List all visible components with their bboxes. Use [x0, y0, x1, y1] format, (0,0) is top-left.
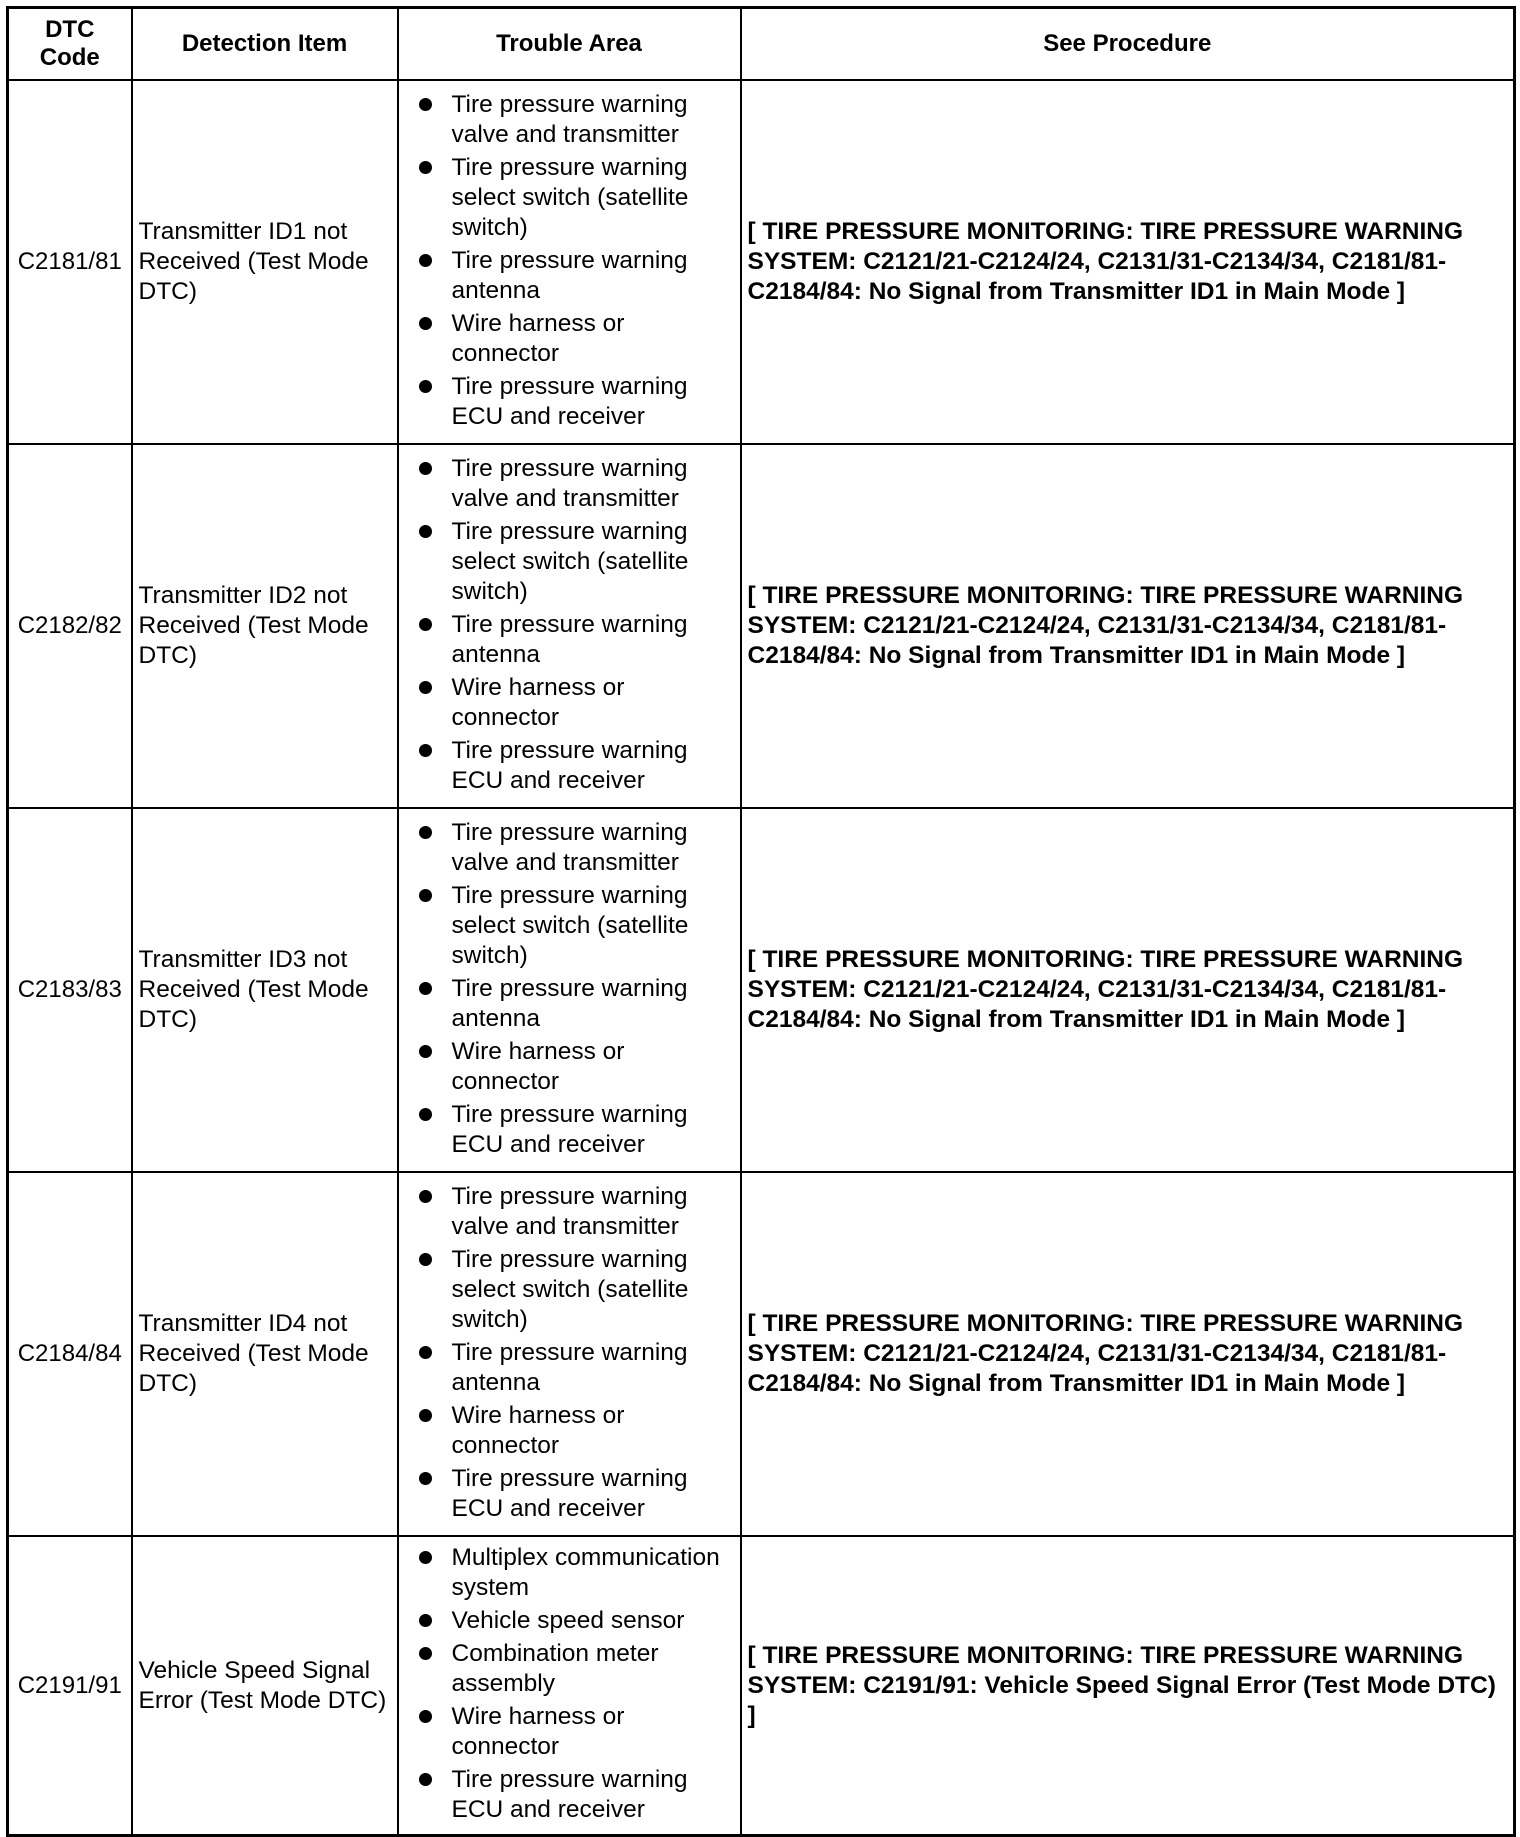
list-item-text: Tire pressure warning select switch (satellite switch) — [451, 517, 689, 605]
list-item — [419, 1037, 736, 1097]
detection-item: Vehicle Speed Signal Error (Test Mode DTC) — [132, 1536, 398, 1836]
list-item — [419, 881, 736, 971]
list-item-text: Tire pressure warning ECU and receiver — [451, 1464, 688, 1522]
dtc-table — [6, 6, 1516, 1837]
dtc-code: C2191/91 — [8, 1536, 132, 1836]
list-item-text: Combination meter assembly — [451, 1640, 659, 1697]
list-item — [419, 1401, 736, 1461]
detection-item: Transmitter ID1 not Received (Test Mode DTC) — [132, 80, 398, 444]
bullet-icon — [419, 1647, 432, 1660]
bullet-icon — [419, 1253, 432, 1266]
list-item-text: Tire pressure warning antenna — [451, 246, 688, 304]
bullet-icon — [419, 161, 432, 174]
bullet-icon — [419, 618, 432, 631]
bullet-icon — [419, 1551, 432, 1564]
detection-item: Transmitter ID3 not Received (Test Mode DTC) — [132, 808, 398, 1172]
trouble-area — [398, 1536, 741, 1836]
list-item — [419, 610, 736, 670]
list-item-text: Tire pressure warning valve and transmitter — [451, 90, 688, 148]
list-item-text: Wire harness or connector — [451, 309, 625, 367]
list-item — [419, 1765, 736, 1825]
header-dtc-code — [8, 8, 132, 81]
list-item — [419, 974, 736, 1034]
trouble-area-list — [419, 90, 736, 432]
bullet-icon — [419, 317, 432, 330]
list-item — [419, 1639, 736, 1699]
list-item — [419, 736, 736, 796]
bullet-icon — [419, 1409, 432, 1422]
trouble-area — [398, 444, 741, 808]
list-item-text: Wire harness or connector — [451, 673, 625, 731]
dtc-code: C2184/84 — [8, 1172, 132, 1536]
bullet-icon — [419, 826, 432, 839]
trouble-area-list — [419, 818, 736, 1160]
list-item-text: Tire pressure warning valve and transmitter — [451, 454, 688, 512]
list-item — [419, 1464, 736, 1524]
dtc-code: C2181/81 — [8, 80, 132, 444]
detection-item: Transmitter ID2 not Received (Test Mode DTC) — [132, 444, 398, 808]
list-item-text: Tire pressure warning ECU and receiver — [451, 372, 688, 430]
bullet-icon — [419, 1614, 432, 1627]
list-item — [419, 1606, 736, 1636]
trouble-area — [398, 80, 741, 444]
procedure-reference: [ TIRE PRESSURE MONITORING: TIRE PRESSURE WARNING SYSTEM: C2121/21-C2124/24, C2131/31-C2134/34, C2181/81-C2184/84: No Signal from Transmitter ID1 in Main Mode ] — [741, 80, 1515, 444]
trouble-area — [398, 808, 741, 1172]
list-item-text: Tire pressure warning ECU and receiver — [451, 1100, 688, 1158]
list-item-text: Tire pressure warning select switch (satellite switch) — [451, 153, 689, 241]
list-item — [419, 454, 736, 514]
procedure-reference: [ TIRE PRESSURE MONITORING: TIRE PRESSURE WARNING SYSTEM: C2191/91: Vehicle Speed Signal Error (Test Mode DTC) ] — [741, 1536, 1515, 1836]
dtc-code: C2183/83 — [8, 808, 132, 1172]
bullet-icon — [419, 1710, 432, 1723]
bullet-icon — [419, 681, 432, 694]
procedure-reference: [ TIRE PRESSURE MONITORING: TIRE PRESSURE WARNING SYSTEM: C2121/21-C2124/24, C2131/31-C2134/34, C2181/81-C2184/84: No Signal from Transmitter ID1 in Main Mode ] — [741, 808, 1515, 1172]
bullet-icon — [419, 462, 432, 475]
list-item — [419, 1702, 736, 1762]
list-item-text: Tire pressure warning ECU and receiver — [451, 1766, 688, 1823]
list-item — [419, 1182, 736, 1242]
bullet-icon — [419, 254, 432, 267]
list-item — [419, 372, 736, 432]
list-item-text: Tire pressure warning ECU and receiver — [451, 736, 688, 794]
table-row — [8, 808, 1515, 1172]
detection-item: Transmitter ID4 not Received (Test Mode DTC) — [132, 1172, 398, 1536]
bullet-icon — [419, 1108, 432, 1121]
header-see-procedure: See Procedure — [741, 8, 1515, 81]
procedure-reference: [ TIRE PRESSURE MONITORING: TIRE PRESSURE WARNING SYSTEM: C2121/21-C2124/24, C2131/31-C2134/34, C2181/81-C2184/84: No Signal from Transmitter ID1 in Main Mode ] — [741, 1172, 1515, 1536]
list-item — [419, 1100, 736, 1160]
list-item — [419, 1543, 736, 1603]
bullet-icon — [419, 1472, 432, 1485]
header-trouble-area: Trouble Area — [398, 8, 741, 81]
table-row — [8, 1172, 1515, 1536]
trouble-area-list — [419, 1182, 736, 1524]
trouble-area — [398, 1172, 741, 1536]
table-row — [8, 444, 1515, 808]
bullet-icon — [419, 1773, 432, 1786]
bullet-icon — [419, 525, 432, 538]
bullet-icon — [419, 1190, 432, 1203]
list-item — [419, 153, 736, 243]
dtc-code: C2182/82 — [8, 444, 132, 808]
trouble-area-list — [419, 1543, 736, 1825]
list-item — [419, 309, 736, 369]
bullet-icon — [419, 1045, 432, 1058]
list-item — [419, 673, 736, 733]
bullet-icon — [419, 889, 432, 902]
list-item-text: Tire pressure warning select switch (satellite switch) — [451, 1245, 689, 1333]
bullet-icon — [419, 380, 432, 393]
bullet-icon — [419, 98, 432, 111]
list-item-text: Tire pressure warning antenna — [451, 610, 688, 668]
list-item — [419, 246, 736, 306]
list-item — [419, 1245, 736, 1335]
bullet-icon — [419, 1346, 432, 1359]
list-item-text: Multiplex communication system — [451, 1544, 720, 1601]
list-item — [419, 818, 736, 878]
list-item-text: Tire pressure warning antenna — [451, 1338, 688, 1396]
bullet-icon — [419, 982, 432, 995]
list-item-text: Wire harness or connector — [451, 1703, 625, 1760]
header-detection-item: Detection Item — [132, 8, 398, 81]
table-row — [8, 80, 1515, 444]
trouble-area-list — [419, 454, 736, 796]
header-row — [8, 8, 1515, 81]
list-item-text: Wire harness or connector — [451, 1037, 625, 1095]
list-item-text: Tire pressure warning valve and transmitter — [451, 818, 688, 876]
list-item — [419, 1338, 736, 1398]
procedure-reference: [ TIRE PRESSURE MONITORING: TIRE PRESSURE WARNING SYSTEM: C2121/21-C2124/24, C2131/31-C2134/34, C2181/81-C2184/84: No Signal from Transmitter ID1 in Main Mode ] — [741, 444, 1515, 808]
bullet-icon — [419, 744, 432, 757]
list-item-text: Tire pressure warning valve and transmitter — [451, 1182, 688, 1240]
list-item — [419, 517, 736, 607]
list-item-text: Tire pressure warning antenna — [451, 974, 688, 1032]
list-item-text: Wire harness or connector — [451, 1401, 625, 1459]
list-item-text: Vehicle speed sensor — [451, 1607, 685, 1634]
header-dtc-code-label: DTC Code — [39, 16, 100, 71]
list-item-text: Tire pressure warning select switch (satellite switch) — [451, 881, 689, 969]
table-row — [8, 1536, 1515, 1836]
list-item — [419, 90, 736, 150]
